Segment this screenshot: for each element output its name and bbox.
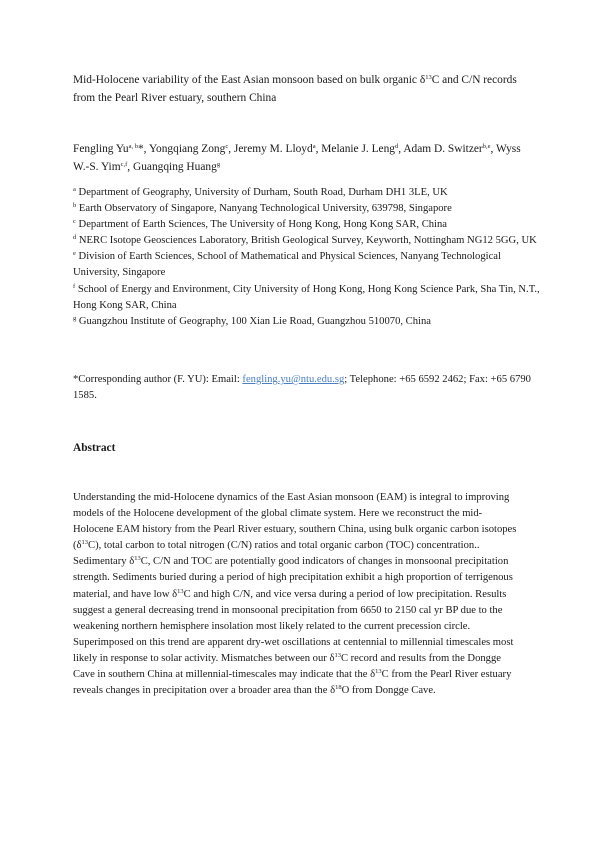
abstract-text: C), total carbon to total nitrogen (C/N) ratios and total organic carbon (TOC) concentration.. Sedimentary δ [73,540,480,568]
affiliation-list [73,185,543,330]
corresponding-contact: ; Telephone: +65 6592 2462; Fax: +65 6790 1585. [73,374,531,401]
title-text-part2: C and C/N records from the Pearl River estuary, southern China [73,74,517,104]
abstract-text: C and high C/N, and vice versa during a period of low precipitation. Results suggest a general decreasing trend in monsoonal precipitation from 6650 to 2150 cal yr BP due to the weakening northern hemisphere insolation most likely related to the current precession circle. Superimposed on this trend are apparent dry-wet oscillations at centennial to millennial timescales most likely in response to solar activity. Mismatches between our δ [73,588,514,664]
abstract-text: C from the Pearl River estuary reveals changes in precipitation over a broader area than the δ [73,669,512,697]
isotope-superscript: 13 [334,651,341,659]
affiliation-text: School of Energy and Environment, City University of Hong Kong, Hong Kong Science Park, Sha Tin, N.T., Hong Kong SAR, China [73,283,540,311]
author-separator: , [398,143,404,155]
author-affil-mark: a, b [128,143,138,150]
author-affil-mark: g [216,161,221,168]
author-affil-mark: c,f [120,161,128,168]
affiliation-text: NERC Isotope Geosciences Laboratory, British Geological Survey, Keyworth, Nottingham NG12 5GG, UK [76,235,537,247]
abstract-body [73,490,518,699]
affiliation [73,314,543,330]
author [133,161,220,173]
affiliation [73,185,543,201]
affiliation [73,217,543,233]
affiliation-mark: f [73,282,76,290]
title-text-part1: Mid-Holocene variability of the East Asian monsoon based on bulk organic δ [73,74,426,86]
affiliation-mark: b [73,202,77,210]
author-name: Fengling Yu [73,143,129,155]
abstract-text: C, C/N and TOC are potentially good indicators of changes in monsoonal precipitation strength. Sediments buried during a period of high precipitation exhibit a high proportion of terrigenous material, and have low δ [73,556,513,600]
author-separator: , [127,161,133,173]
author-separator: , [315,143,322,155]
affiliation-mark: g [73,314,77,322]
abstract-text: Understanding the mid-Holocene dynamics of the East Asian monsoon (EAM) is integral to improving models of the Holocene development of the global climate system. Here we reconstruct the mid-Holocene EAM history from the Pearl River estuary, southern China, using bulk organic carbon isotopes (δ [73,492,517,552]
abstract-text: O from Dongge Cave. [341,685,436,697]
author [149,143,234,155]
author-separator: , [228,143,234,155]
affiliation-mark: c [73,218,76,226]
author [403,143,496,155]
author-affil-mark: c [225,143,229,150]
corresponding-author [73,372,543,404]
author-name: Guangqing Huang [132,161,217,173]
paper-title [73,71,533,107]
author-affil-mark: d [395,143,399,150]
author-separator: , [490,143,496,155]
author-list [73,140,533,176]
affiliation-text: Department of Geography, University of Durham, South Road, Durham DH1 3LE, UK [75,187,448,198]
affiliation-text: Division of Earth Sciences, School of Mathematical and Physical Sciences, Nanyang Technological University, Singapore [73,251,501,279]
affiliation-mark: d [73,234,77,242]
isotope-superscript: 13 [134,555,141,563]
affiliation-mark: a [73,186,76,193]
title-superscript: 13 [425,74,432,81]
email-link[interactable]: fengling.yu@ntu.edu.sg [242,374,345,385]
isotope-superscript: 13 [81,539,89,547]
author-affil-mark: a [312,143,316,150]
abstract-text: C record and results from the Dongge Cave in southern China at millennial-timescales may indicate that the δ [73,652,501,681]
abstract-heading: Abstract [73,442,116,454]
affiliation [73,249,543,281]
corresponding-prefix: *Corresponding author (F. YU): Email: [73,374,243,385]
author-name: Melanie J. Leng [321,143,395,155]
author-name: Wyss W.-S. Yim [73,143,521,173]
author [234,143,321,155]
author-separator: *, [137,143,149,155]
author-name: Adam D. Switzer [403,143,483,155]
affiliation [73,233,543,249]
affiliation [73,201,543,217]
author-name: Jeremy M. Lloyd [233,143,313,155]
author [321,143,403,155]
isotope-superscript: 13 [375,668,382,676]
affiliation-text: Department of Earth Sciences, The University of Hong Kong, Hong Kong SAR, China [75,219,448,231]
isotope-superscript: 18 [335,684,342,692]
affiliation [73,282,543,314]
affiliation-mark: e [73,250,76,258]
author-name: Yongqiang Zong [148,143,226,155]
author [73,143,149,155]
affiliation-text: Guangzhou Institute of Geography, 100 Xian Lie Road, Guangzhou 510070, China [76,315,431,327]
affiliation-text: Earth Observatory of Singapore, Nanyang Technological University, 639798, Singapore [76,203,452,215]
author-affil-mark: b,e [482,143,491,150]
isotope-superscript: 13 [177,587,184,595]
